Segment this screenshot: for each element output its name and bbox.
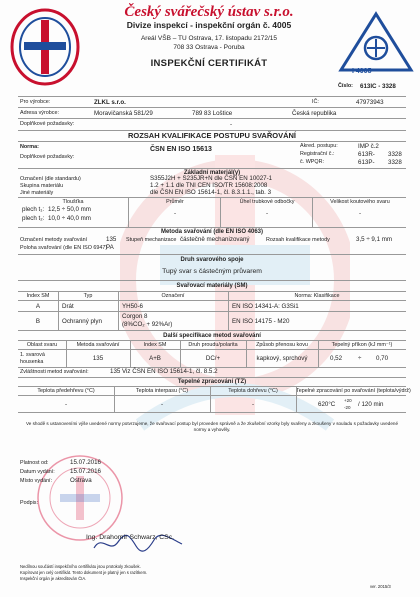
sm-row2-typ: Ochranný plyn [62, 318, 102, 325]
dalsi-prikon-max: 0,70 [376, 355, 389, 362]
ic-label: IČ: [312, 99, 319, 105]
org-name: Český svářečský ústav s.r.o. [124, 4, 294, 20]
conformity-note: Ve shodě s ustanoveními výše uvedené normy potvrzujeme, že svařovací postup byl proveden správně a že zkušební vzorky byly svařeny a zkoušeny v souladu s požadavky uvedené normy a vyhověly. [25, 421, 399, 432]
uhel-label: Úhel trubkové odbočky [239, 199, 295, 205]
tz-header-predehrev: Teplota předehřevu (°C) [37, 388, 95, 394]
dalsi-header-prikon: Tepelný příkon (kJ mm⁻¹) [331, 342, 393, 348]
dalsi-oblast: 1. svarová housenka [20, 352, 45, 365]
zakladni-title: Základní materiál(y) [183, 170, 241, 176]
doplnkove-label: Doplňkové požadavky: [20, 121, 75, 127]
druh-value: Tupý svar s částečným průvarem [162, 268, 262, 275]
tepelne-title: Tepelné zpracování (TZ) [177, 379, 247, 385]
pro-vyrobce-label: Pro výrobce: [20, 99, 51, 105]
stupen-value: částečně mechanizovaný [180, 236, 250, 243]
datum-label: Datum vydání: [20, 469, 55, 475]
metoda-oznaceni: 135 [106, 236, 117, 243]
tz-time: / 120 min [358, 401, 384, 408]
tz-dohrev: - [251, 401, 255, 408]
misto-value: Ostrava [70, 477, 92, 484]
plech2-range: 10,0 ÷ 40,0 mm [48, 215, 91, 222]
dalsi-metoda: 135 [92, 355, 104, 362]
tz-header-dohrev: Teplota dohřevu (°C) [228, 388, 278, 394]
uhel-value: - [265, 210, 269, 217]
rozsah-metody-label: Rozsah kvalifikace metody [266, 237, 330, 243]
metoda-oznaceni-label: Označení metody svařování [20, 237, 88, 243]
manufacturer-name: ZLKL s.r.o. [94, 99, 126, 106]
sm-header-norma: Norma: Klasifikace [294, 293, 340, 299]
csu-logo [10, 8, 80, 86]
manufacturer-city: 789 83 Loštice [192, 110, 233, 117]
velikost-value: - [358, 210, 362, 217]
accreditation-number: I 4005 [352, 68, 372, 75]
sm-row1-oznaceni: YH50-6 [122, 303, 143, 310]
registr-number: 3328 [388, 151, 402, 158]
wpqr-prefix: 613P- [358, 159, 375, 166]
dalsi-proud: DC/+ [205, 355, 221, 362]
sm-row1-index: A [35, 303, 41, 310]
tz-predehrev: - [64, 401, 68, 408]
oznaceni-std-label: Označení (dle standardu) [20, 176, 81, 182]
registr-label: Registrační č.: [300, 151, 335, 157]
address-line-1: Areál VŠB – TU Ostrava, 17. listopadu 2172/15 [140, 35, 278, 42]
registr-prefix: 613R- [358, 151, 375, 158]
certificate-number: 613IC - 3328 [360, 83, 396, 90]
ic-value: 47973943 [356, 99, 384, 106]
dalsi-index: A+B [149, 355, 161, 362]
poloha-label: Poloha svařování (dle EN ISO 6947) [20, 245, 108, 251]
dalsi-header-index: Index SM [143, 342, 167, 348]
prumer-value: - [173, 210, 177, 217]
document-type: INSPEKČNÍ CERTIFIKÁT [150, 58, 268, 69]
manufacturer-street: Moravičanská 581/29 [94, 110, 153, 117]
sm-row2-index: B [35, 318, 41, 325]
dalsi-prenos: kapkový, sprchový [256, 355, 308, 362]
tz-header-zpracovani: Tepelné zpracování po svařování (teplota/výdrž) [296, 388, 411, 394]
sm-header-typ: Typ [83, 293, 93, 299]
norma-label: Norma: [20, 144, 39, 150]
skupina-label: Skupina materiálu [20, 183, 64, 189]
tz-interpas: - [160, 401, 164, 408]
accreditation-mark [337, 10, 415, 80]
sm-row2-oznaceni: Corgon 8 [122, 313, 148, 320]
tz-tol-minus: -20 [344, 405, 351, 410]
sm-row2-norma: EN ISO 14175 - M20 [232, 318, 290, 325]
rozsah-title: ROZSAH KVALIFIKACE POSTUPU SVAŘOVÁNÍ [127, 131, 297, 140]
sm-row2-oznaceni2: (8%CO₂ + 92%Ar) [122, 321, 173, 328]
dalsi-prikon-min: 0,52 [330, 355, 343, 362]
dalsi-header-oblast: Oblast svaru [26, 342, 58, 348]
metoda-title: Metoda svařování (dle EN ISO 4063) [160, 229, 264, 235]
tz-header-interpas: Teplota interpasu (°C) [135, 388, 189, 394]
stupen-label: Stupeň mechanizace [126, 237, 177, 243]
druh-title: Druh svarového spoje [180, 257, 244, 263]
zvlastnosti-value: 135 Viz ČSN EN ISO 15614-1, čl. 8.5.2 [110, 368, 218, 375]
akred-label: Akred. postupu: [300, 143, 338, 149]
jine-label: Jiné materiály [20, 190, 54, 196]
manufacturer-country: Česká republika [292, 110, 337, 117]
akred-value: IMP č.2 [358, 143, 379, 150]
wpqr-label: č. WPQR: [300, 159, 324, 165]
version: ver. 2015/3 [370, 584, 391, 589]
dalsi-title: Další specifikace metod svařování [163, 333, 261, 339]
dalsi-header-prenos: Způsob přenosu kovu [256, 342, 308, 348]
velikost-label: Velikost koutového svaru [330, 199, 390, 205]
platnost-label: Platnost od: [20, 460, 49, 466]
platnost-value: 15.07.2016 [70, 459, 101, 466]
doplnkove-value: - [230, 121, 233, 128]
dalsi-header-proud: Druh proudu/polarita [188, 342, 238, 348]
dalsi-header-metoda: Metoda svařování [76, 342, 120, 348]
signatory-name: Ing. Drahomír Schwarz, CSc. [86, 534, 175, 541]
plech1-range: 12,5 ÷ 50,0 mm [48, 206, 91, 213]
fine-print-3: Inspekční orgán je akreditován ČIA. [20, 576, 87, 581]
misto-label: Místo vydání: [20, 478, 53, 484]
address-line-2: 708 33 Ostrava - Poruba [173, 44, 245, 51]
fine-print-1: Nedílnou součástí inspekčního certifikátu jsou protokoly zkoušek. [20, 564, 141, 569]
poloha-value: PA [106, 244, 114, 251]
wpqr-number: 3328 [388, 159, 402, 166]
sm-row1-norma: EN ISO 14341-A: G3Si1 [232, 303, 299, 310]
other-materials: dle ČSN EN ISO 15614-1, čl. 8.3.1.1., tab. 3 [150, 189, 272, 196]
fine-print-2: Kopírovat jen celý certifikát. Tento dokument je platný jen s razítkem. [20, 570, 148, 575]
svarove-title: Svařovací materiály (SM) [176, 283, 248, 289]
podpis-label: Podpis: [20, 500, 38, 506]
norma-value: ČSN EN ISO 15613 [150, 146, 212, 153]
plech2-label: plech t₂: [22, 215, 45, 222]
sm-header-index: Index SM [26, 293, 50, 299]
plech1-label: plech t₁: [22, 206, 45, 213]
tloustka-label: Tloušťka [62, 199, 84, 205]
sm-header-oznaceni: Označení [161, 293, 185, 299]
cislo-label: Číslo: [338, 83, 353, 89]
datum-value: 15.07.2016 [70, 468, 101, 475]
adresa-label: Adresa výrobce: [20, 110, 59, 116]
tz-tol-plus: +20 [344, 398, 352, 403]
zvlastnosti-label: Zvláštnosti metod svařování: [20, 369, 89, 375]
doplnkove2-label: Doplňkové požadavky: [20, 154, 75, 160]
dalsi-prikon-sep: ÷ [358, 355, 362, 362]
rozsah-metody-value: 3,5 ÷ 9,1 mm [356, 236, 393, 243]
prumer-label: Průměr [166, 199, 184, 205]
division-name: Divize inspekcí - inspekční orgán č. 4005 [126, 20, 292, 30]
base-material-designation: S355J2H + S235JR+N dle ČSN EN 10027-1 [150, 175, 273, 182]
material-group: 1.2 + 1.1 dle TNI CEN ISO/TR 15608:2008 [150, 182, 268, 189]
tz-temp: 620°C [318, 401, 336, 408]
sm-row1-typ: Drát [62, 303, 74, 310]
